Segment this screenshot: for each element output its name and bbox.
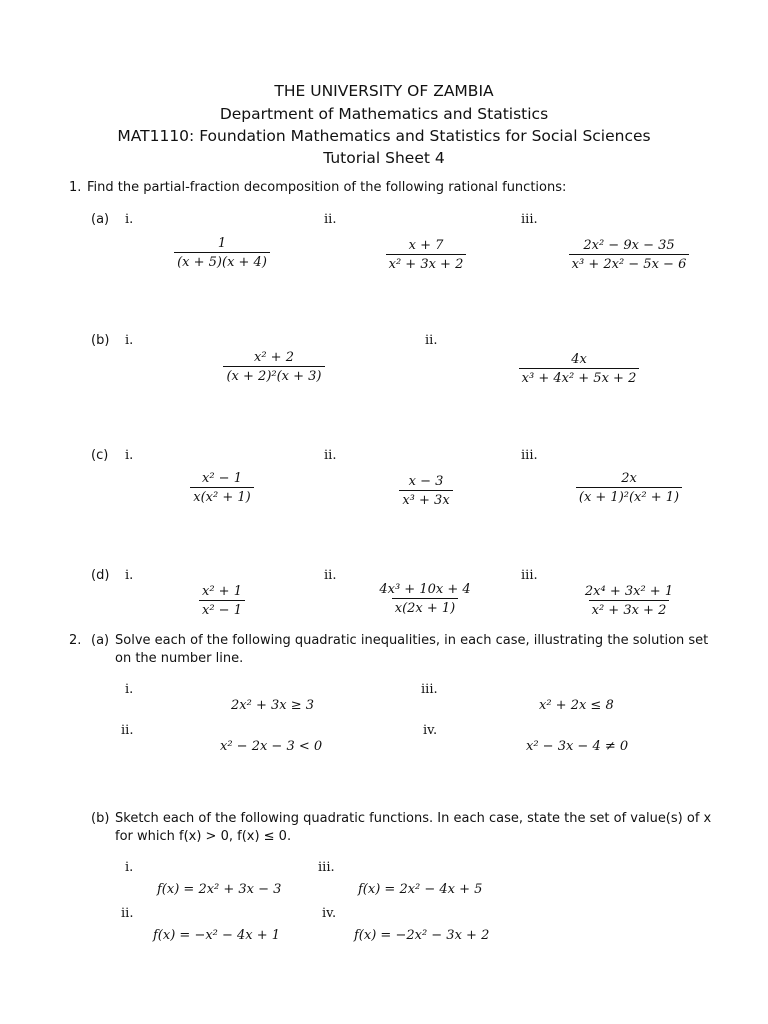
q2b-iii-expression: f(x) = 2x² − 4x + 5 xyxy=(358,882,483,897)
q1d-label: (d) xyxy=(91,568,110,583)
denominator: (x + 5)(x + 4) xyxy=(174,252,270,271)
q2b-iv-label: iv. xyxy=(322,906,337,921)
q1c-iii-fraction xyxy=(572,470,686,506)
denominator: x³ + 2x² − 5x − 6 xyxy=(569,254,690,273)
numerator: x² + 1 xyxy=(202,584,242,599)
q1a-ii-fraction xyxy=(385,237,467,273)
q1c-label: (c) xyxy=(91,448,109,463)
numerator: 4x xyxy=(571,352,587,367)
q2b-iv-expression: f(x) = −2x² − 3x + 2 xyxy=(354,928,490,943)
q2b-text-line1: Sketch each of the following quadratic functions. In each case, state the set of value(s) of x xyxy=(115,811,712,826)
numerator: 2x xyxy=(621,471,637,486)
q1d-i-label: i. xyxy=(125,568,134,583)
q1d-i-fraction xyxy=(194,583,250,619)
q1b-i-label: i. xyxy=(125,333,134,348)
sheet-title: Tutorial Sheet 4 xyxy=(323,149,445,167)
denominator: x(x² + 1) xyxy=(190,487,253,506)
q1a-iii-fraction xyxy=(565,237,693,273)
q2a-iv-label: iv. xyxy=(423,723,438,738)
q2a-text-line1: Solve each of the following quadratic inequalities, in each case, illustrating the solution set xyxy=(115,633,709,648)
q2b-iii-label: iii. xyxy=(318,860,335,875)
q2-number: 2. xyxy=(69,633,82,648)
q1d-ii-label: ii. xyxy=(324,568,337,583)
q1b-i-fraction xyxy=(220,349,328,385)
q2a-ii-label: ii. xyxy=(121,723,134,738)
q1d-iii-label: iii. xyxy=(521,568,538,583)
numerator: 1 xyxy=(217,236,227,251)
denominator: x² + 3x + 2 xyxy=(386,254,467,273)
numerator: x² − 1 xyxy=(202,471,242,486)
q2a-i-label: i. xyxy=(125,682,134,697)
denominator: x(2x + 1) xyxy=(392,598,459,617)
denominator: x³ + 3x xyxy=(399,490,452,509)
q2a-iii-label: iii. xyxy=(421,682,438,697)
numerator: 4x³ + 10x + 4 xyxy=(379,582,471,597)
q1d-iii-fraction xyxy=(580,583,678,619)
q2b-ii-label: ii. xyxy=(121,906,134,921)
q1a-i-label: i. xyxy=(125,212,134,227)
q2a-text-line2: on the number line. xyxy=(115,651,244,666)
q1c-ii-label: ii. xyxy=(324,448,337,463)
numerator: 2x⁴ + 3x² + 1 xyxy=(584,584,674,599)
numerator: 2x² − 9x − 35 xyxy=(583,238,675,253)
q2b-label: (b) xyxy=(91,811,110,826)
denominator: x² − 1 xyxy=(199,600,245,619)
q1a-i-fraction xyxy=(173,235,271,271)
denominator: (x + 1)²(x² + 1) xyxy=(576,487,682,506)
q2a-i-expression: 2x² + 3x ≥ 3 xyxy=(231,698,315,713)
q1b-label: (b) xyxy=(91,333,110,348)
q2a-label: (a) xyxy=(91,633,110,648)
q1a-iii-label: iii. xyxy=(521,212,538,227)
course-title: MAT1110: Foundation Mathematics and Statistics for Social Sciences xyxy=(117,127,651,145)
denominator: (x + 2)²(x + 3) xyxy=(223,366,324,385)
q1b-ii-fraction xyxy=(516,351,642,387)
q1c-i-label: i. xyxy=(125,448,134,463)
department-title: Department of Mathematics and Statistics xyxy=(219,105,549,123)
q2b-i-label: i. xyxy=(125,860,134,875)
university-title: THE UNIVERSITY OF ZAMBIA xyxy=(274,82,494,100)
q2a-ii-expression: x² − 2x − 3 < 0 xyxy=(220,739,323,754)
numerator: x² + 2 xyxy=(254,350,294,365)
q1c-ii-fraction xyxy=(396,473,456,509)
q1a-label: (a) xyxy=(91,212,110,227)
q1b-ii-label: ii. xyxy=(425,333,438,348)
q1c-i-fraction xyxy=(186,470,258,506)
q1a-ii-label: ii. xyxy=(324,212,337,227)
denominator: x³ + 4x² + 5x + 2 xyxy=(519,368,640,387)
q2b-i-expression: f(x) = 2x² + 3x − 3 xyxy=(157,882,282,897)
q1d-ii-fraction xyxy=(374,581,476,617)
q1-text: Find the partial-fraction decomposition of the following rational functions: xyxy=(87,180,567,195)
numerator: x + 7 xyxy=(408,238,444,253)
q1-number: 1. xyxy=(69,180,82,195)
q2a-iii-expression: x² + 2x ≤ 8 xyxy=(539,698,614,713)
denominator: x² + 3x + 2 xyxy=(589,600,670,619)
q2a-iv-expression: x² − 3x − 4 ≠ 0 xyxy=(526,739,629,754)
q2b-ii-expression: f(x) = −x² − 4x + 1 xyxy=(153,928,281,943)
q2b-text-line2: for which f(x) > 0, f(x) ≤ 0. xyxy=(115,829,292,844)
q1c-iii-label: iii. xyxy=(521,448,538,463)
numerator: x − 3 xyxy=(408,474,444,489)
